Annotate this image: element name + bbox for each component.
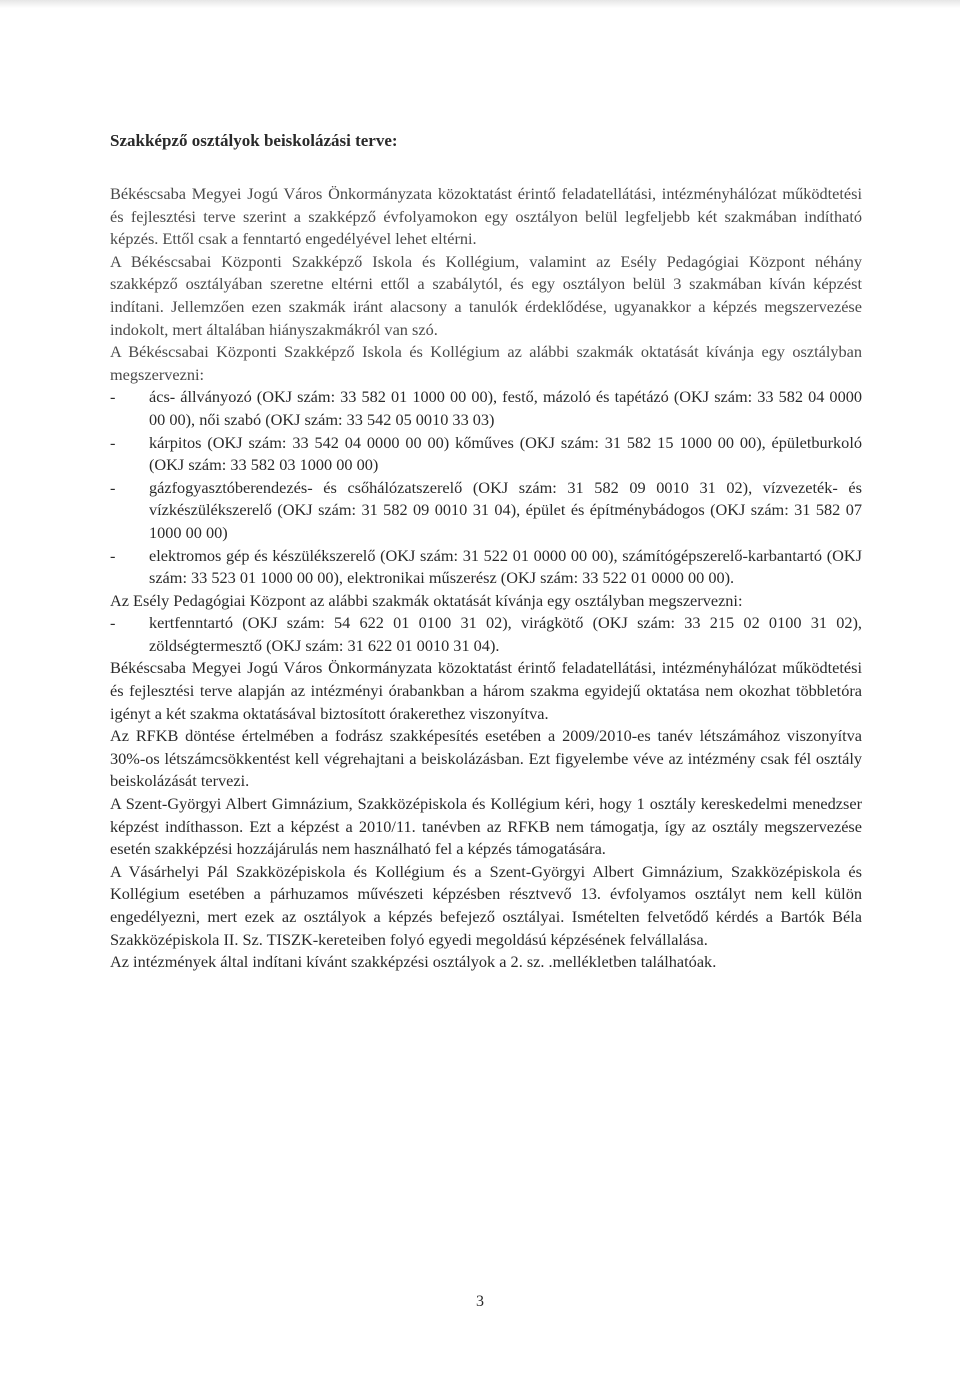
list-item	[110, 432, 862, 477]
paragraph-final-3: A Szent-Györgyi Albert Gimnázium, Szakközépiskola és Kollégium kéri, hogy 1 osztály kereskedelmi menedzser képzést indíthasson. Ezt a képzést a 2010/11. tanévben az RFKB nem támogatja, így az osztály megszervezése esetén szakképzési hozzájárulás nem használható fel a képzés támogatására.	[110, 794, 862, 859]
list-item-text: elektromos gép és készülékszerelő (OKJ szám: 31 522 01 0000 00 00), számítógépszerelő-karbantartó (OKJ szám: 33 523 01 1000 00 00), elektronikai műszerész (OKJ szám: 33 522 01 0000 00 00).	[149, 545, 862, 588]
list-dash: -	[110, 613, 116, 633]
list-item	[110, 477, 862, 545]
paragraph-final-4: A Vásárhelyi Pál Szakközépiskola és Kollégium és a Szent-Györgyi Albert Gimnázium, Szakközépiskola és Kollégium esetében a párhuzamos művészeti képzésben résztvevő 13. évfolyamos osztályt nem kell külön engedélyezni, mert ezek az osztályok a képzés befejező osztályai. Ismételten felvetődő kérdés a Bartók Béla Szakközépiskola II. Sz. TISZK-kereteiben folyó egyedi megoldású képzésének felvállalása.	[110, 861, 862, 949]
scan-top-edge	[0, 0, 960, 8]
list-dash: -	[110, 477, 116, 497]
list-item-text: ács- állványozó (OKJ szám: 33 582 01 1000 00 00), festő, mázoló és tapétázó (OKJ szám: 33 582 04 0000 00 00), női szabó (OKJ szám: 33 542 05 0010 33 03)	[149, 387, 862, 429]
esely-profession-list	[110, 612, 862, 657]
list-dash: -	[110, 387, 116, 407]
list-item	[110, 612, 862, 657]
bkszi-profession-list	[110, 386, 862, 589]
page-number: 3	[476, 1293, 484, 1310]
paragraph-intro-3: A Békéscsabai Központi Szakképző Iskola és Kollégium az alábbi szakmák oktatását kívánja egy osztályban megszervezni:	[110, 342, 862, 384]
list-item	[110, 386, 862, 431]
list-dash: -	[110, 432, 116, 452]
paragraph-intro-2: A Békéscsabai Központi Szakképző Iskola és Kollégium, valamint az Esély Pedagógiai Központ néhány szakképző osztályában szeretne eltérni ettől a szabálytól, és egy osztályon belül 3 szakmában kíván képzést indítani. Jellemzően ezen szakmák iránt alacsony a tanulók érdeklődése, ugyanakkor a képzés megszervezése indokolt, mert általában hiányszakmákról van szó.	[110, 251, 862, 339]
list-item-text: kárpitos (OKJ szám: 33 542 04 0000 00 00) kőműves (OKJ szám: 31 582 15 1000 00 00), épületburkoló (OKJ szám: 33 582 03 1000 00 00)	[149, 432, 862, 475]
paragraph-final-5: Az intézmények által indítani kívánt szakképzési osztályok a 2. sz. .mellékletben találhatóak.	[110, 952, 717, 972]
document-body	[110, 183, 862, 974]
paragraph-esely: Az Esély Pedagógiai Központ az alábbi szakmák oktatását kívánja egy osztályban megszervezni:	[110, 590, 743, 610]
list-item-text: gázfogyasztóberendezés- és csőhálózatszerelő (OKJ szám: 31 582 09 0010 31 02), vízvezeték- és vízkészülékszerelő (OKJ szám: 31 582 09 0010 31 04), épület és építménybádogos (OKJ szám: 31 582 07 1000 00 00)	[149, 477, 862, 542]
paragraph-final-1: Békéscsaba Megyei Jogú Város Önkormányzata közoktatást érintő feladatellátási, intézményhálózat működtetési és fejlesztési terve alapján az intézményi órabankban a három szakma egyidejű oktatása nem okozhat többletóra igényt a két szakma oktatásával biztosított órakerethez viszonyítva.	[110, 658, 862, 723]
paragraph-final-2: Az RFKB döntése értelmében a fodrász szakképesítés esetében a 2009/2010-es tanév létszámához viszonyítva 30%-os létszámcsökkentést kell végrehajtani a beiskolázásban. Ezt figyelembe véve az intézmény csak fél osztály beiskolázását tervezi.	[110, 726, 862, 791]
paragraph-intro-1: Békéscsaba Megyei Jogú Város Önkormányzata közoktatást érintő feladatellátási, intézményhálózat működtetési és fejlesztési terve szerint a szakképző évfolyamokon egy osztályon belül legfeljebb két szakmában indítható képzés. Ettől csak a fenntartó engedélyével lehet eltérni.	[110, 184, 862, 249]
list-item-text: kertfenntartó (OKJ szám: 54 622 01 0100 31 02), virágkötő (OKJ szám: 33 215 02 0100 31 02), zöldségtermesztő (OKJ szám: 31 622 01 0010 31 04).	[149, 613, 862, 655]
list-dash: -	[110, 545, 116, 565]
document-title: Szakképző osztályok beiskolázási terve:	[110, 131, 398, 150]
list-item	[110, 545, 862, 590]
